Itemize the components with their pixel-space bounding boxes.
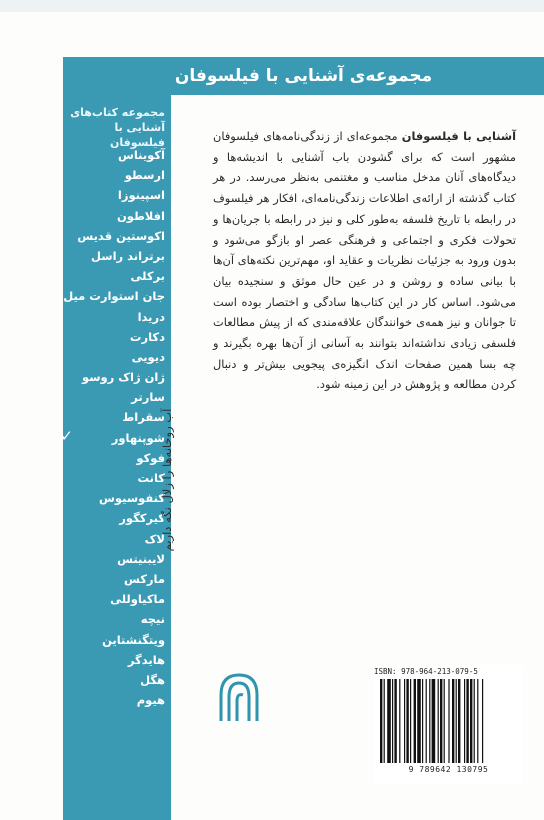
sidebar-item	[65, 448, 165, 468]
top-band	[0, 0, 544, 12]
sidebar-item-label: مارکس	[123, 571, 165, 586]
sidebar-item-label: هیوم	[136, 693, 165, 708]
sidebar-item-label: نیچه	[140, 612, 165, 627]
description-body: مجموعه‌ای از زندگی‌نامه‌های فیلسوفان مشهور است که برای گشودن باب آشنایی با اندیشه‌ها و دیدگاه‌های آنان مدخل مناسب و مغتنمی به‌نظر می‌رسد. در هر کتاب گذشته از ارائه‌ی اطلاعات زندگی‌نامه‌ای، افکار هر فیلسوف در رابطه با تاریخ فلسفه به‌طور کلی و نیز در رابطه با جریان‌ها و تحولات فکری و اجتماعی و فرهنگی عصر او بازگو می‌شود و بدون ورود به جزئیات نظریات و عقاید او، مهم‌ترین نکته‌های آن‌ها با بیانی ساده و روشن و در عین حال موثق و سنجیده بیان می‌شود. اساس کار در این کتاب‌ها سادگی و اختصار بوده است تا جوانان و نیز همه‌ی خوانندگان علاقه‌مندی که از پیش مطالعات فلسفی زیادی نداشته‌اند بتوانند به آسانی از آن‌ها بهره بگیرند و چه بسا همین صفحات اندک انگیزه‌ی پیجویی بیش‌تر و دنبال کردن مطالعه و پژوهش در این زمینه شود.	[213, 129, 516, 392]
sidebar-item-label: کیرکگور	[119, 511, 165, 526]
sidebar-item-label: ماکیاوللی	[110, 592, 165, 607]
sidebar-item	[65, 529, 165, 549]
sidebar-item-label: فوکو	[136, 450, 165, 465]
sidebar-item-label: کانت	[137, 471, 165, 485]
sidebar-item-label: سقراط	[122, 410, 165, 425]
sidebar-item	[65, 327, 165, 347]
sidebar-item-label: برکلی	[130, 269, 165, 284]
series-description	[213, 126, 516, 395]
sidebar-item	[65, 307, 165, 327]
sidebar-item-label: دیویی	[131, 349, 165, 364]
sidebar-item-label: جان استوارت میل	[63, 289, 165, 304]
series-title-bar	[63, 57, 544, 95]
sidebar-item-label: سارتر	[131, 390, 165, 405]
sidebar-item	[65, 407, 165, 427]
sidebar-item-label: شوپنهاور	[111, 430, 165, 445]
isbn-text: ISBN: 978-964-213-079-5	[374, 667, 478, 676]
sidebar-item-label: دریدا	[137, 309, 165, 324]
sidebar-item-label: برتراند راسل	[91, 248, 165, 263]
sidebar-item-label: اسپینوزا	[117, 188, 165, 203]
sidebar-item-label: ویتگنشتاین	[102, 632, 165, 647]
sidebar-item	[65, 367, 165, 387]
sidebar-item-label: هگل	[140, 672, 165, 687]
sidebar-item	[65, 286, 165, 306]
sidebar-item	[65, 670, 165, 690]
sidebar-item-label: کنفوسیوس	[99, 491, 165, 506]
sidebar-item	[65, 347, 165, 367]
sidebar-item-label: اکوستین قدیس	[77, 228, 165, 243]
check-icon: ✓	[60, 426, 73, 445]
sidebar-item	[65, 266, 165, 286]
sidebar-item-label: لاک	[144, 531, 165, 546]
sidebar-item-label: آکویناس	[117, 148, 165, 162]
sidebar-item	[65, 185, 165, 205]
philosophers-list	[60, 145, 165, 710]
sidebar-item	[65, 630, 165, 650]
series-title: مجموعه‌ی آشنایی با فیلسوفان	[174, 66, 433, 86]
description-lead: آشنایی با فیلسوفان	[401, 129, 516, 143]
vertical-slogan: آب رو‌خانه‌ها را زلال نگه داریم	[160, 408, 174, 552]
sidebar-item-label: افلاطون	[116, 208, 165, 223]
sidebar-item	[65, 165, 165, 185]
sidebar-item	[65, 468, 165, 488]
sidebar-item-label: دکارت	[129, 329, 165, 344]
sidebar-item-label: ارسطو	[124, 168, 165, 183]
sidebar-item	[65, 690, 165, 710]
sidebar-item	[65, 246, 165, 266]
sidebar-item	[65, 589, 165, 609]
publisher-logo	[213, 665, 265, 725]
sidebar-item	[65, 145, 165, 165]
philosophers-sidebar	[60, 95, 171, 820]
sidebar-item	[65, 226, 165, 246]
sidebar-item	[60, 426, 165, 448]
sidebar-heading: مجموعه کتاب‌های آشنایی با فیلسوفان	[70, 106, 165, 149]
barcode-digits: 9 789642 130795	[408, 765, 489, 774]
sidebar-item-label: ژان ژاک روسو	[81, 370, 165, 385]
sidebar-item-label: هایدگر	[127, 652, 165, 667]
sidebar-item	[65, 549, 165, 569]
sidebar-item-label: لایبنیتس	[117, 551, 165, 566]
sidebar-item	[65, 488, 165, 508]
barcode-bars	[380, 679, 517, 765]
sidebar-item	[65, 569, 165, 589]
sidebar-item	[65, 609, 165, 629]
sidebar-item	[65, 508, 165, 528]
sidebar-item	[65, 206, 165, 226]
barcode-area	[374, 665, 523, 785]
sidebar-item	[65, 387, 165, 407]
sidebar-item	[65, 650, 165, 670]
